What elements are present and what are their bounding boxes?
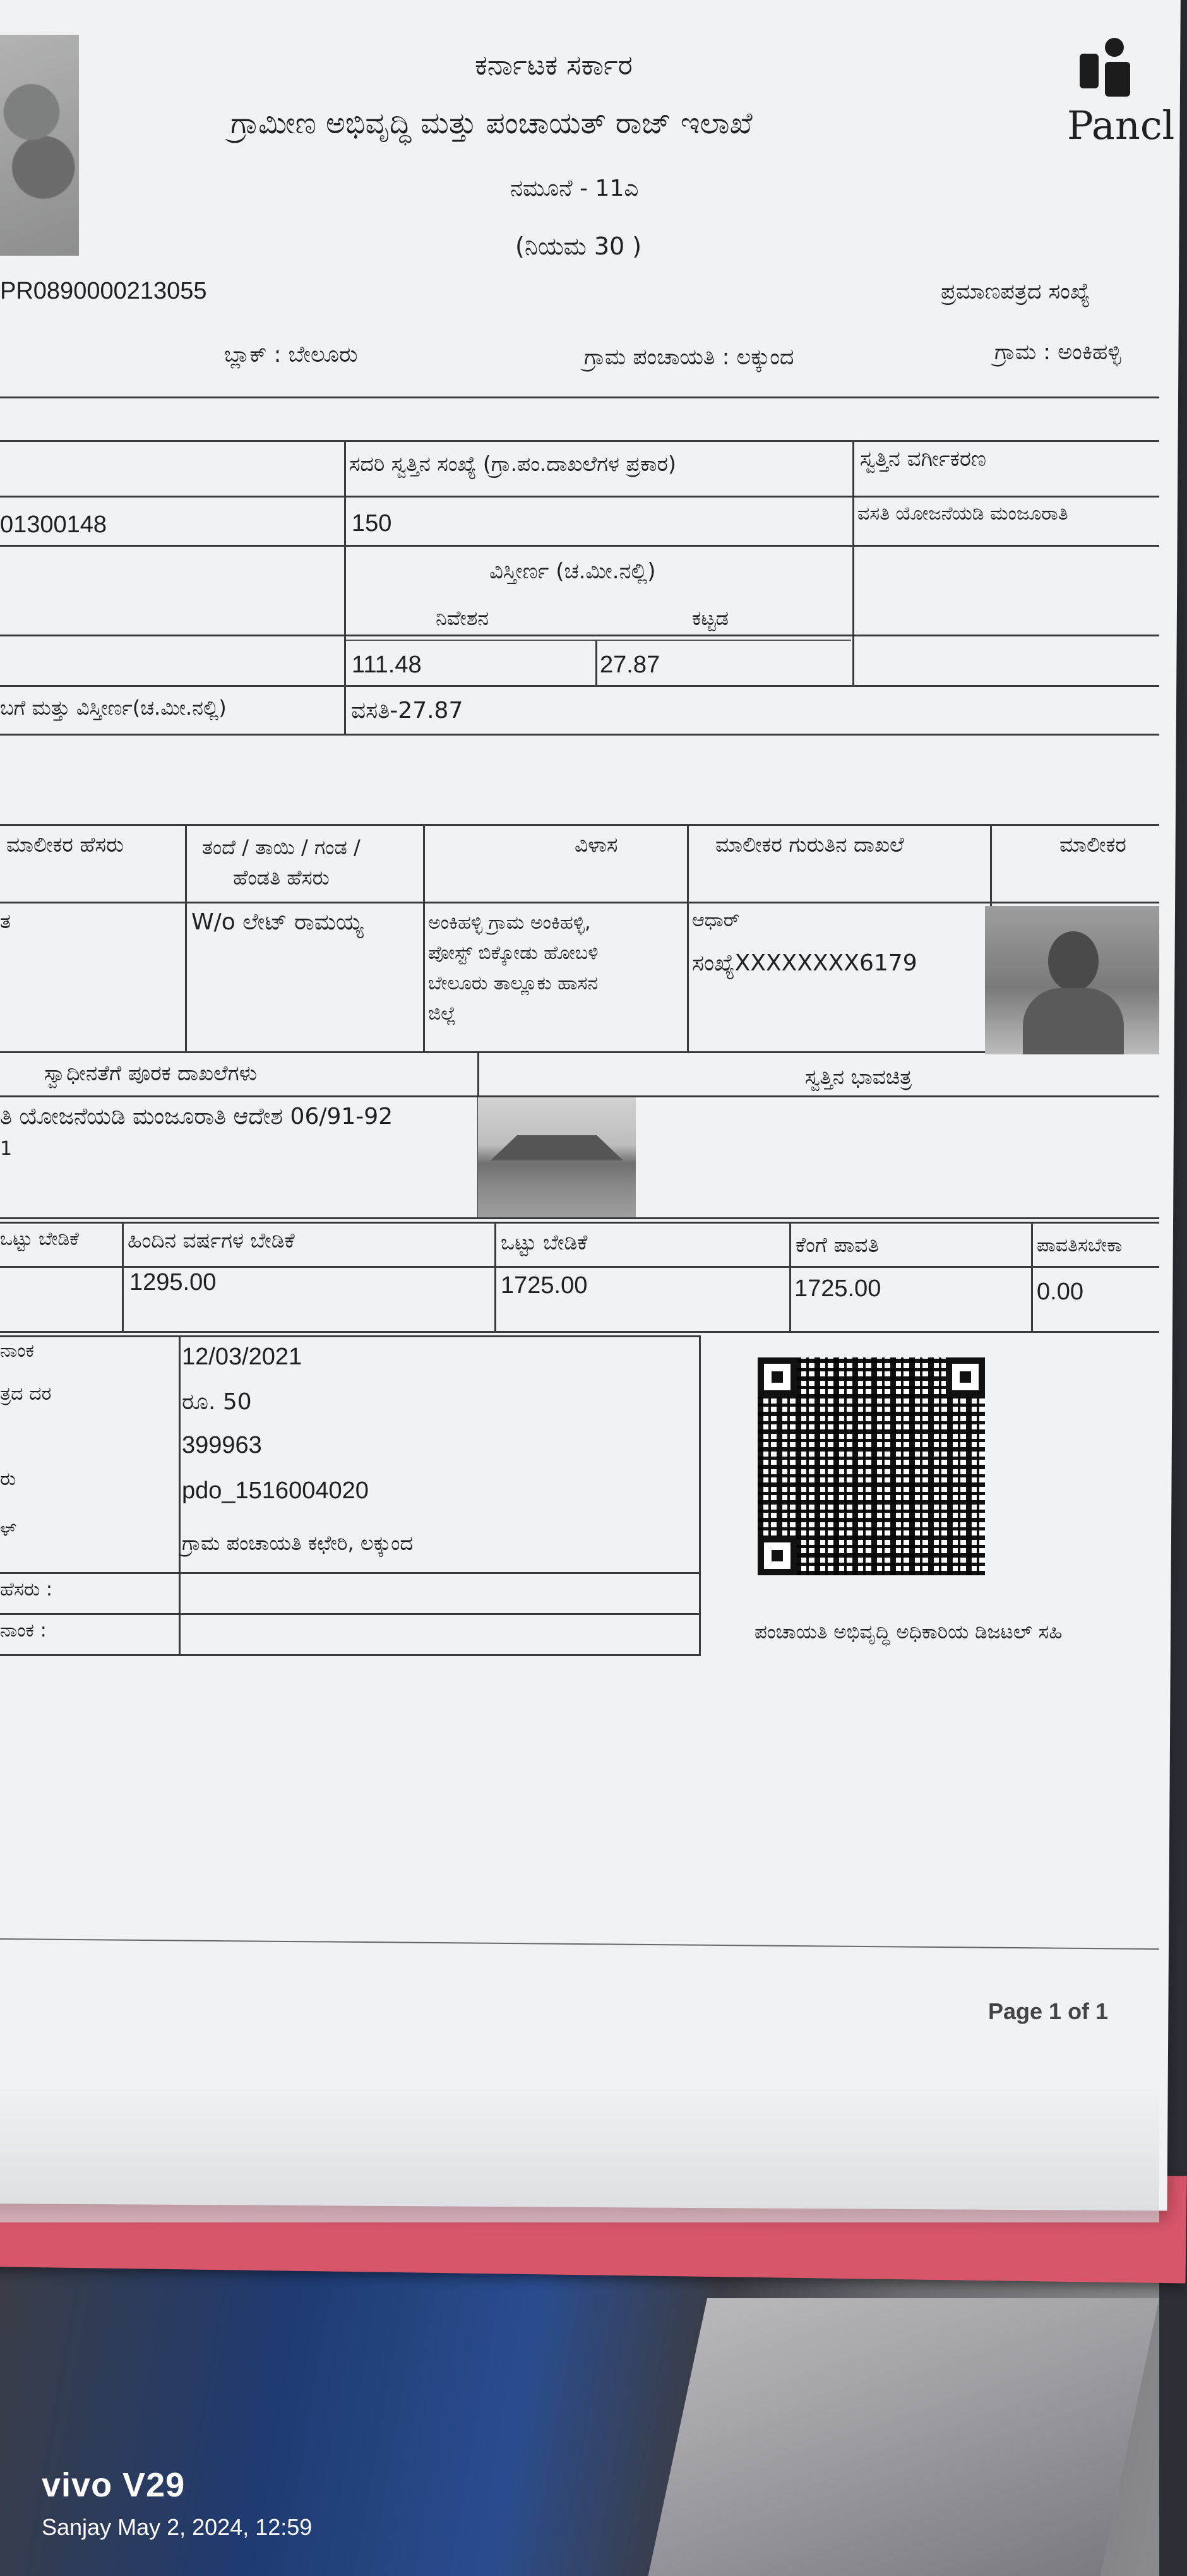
balance-value: 0.00 [1037,1279,1083,1305]
plot-area-value: 111.48 [352,652,422,678]
divider [852,440,854,686]
possession-docs-value-2: 1 [0,1138,13,1160]
divider [0,1572,701,1574]
parent-name-value: W/o ಲೇಟ್ ರಾಮಯ್ಯ [191,909,364,935]
divider [0,545,1159,547]
logo-bar-icon [1105,62,1130,97]
office-value: ಗ್ರಾಮ ಪಂಚಾಯತಿ ಕಛೇರಿ, ಲಕ್ಕುಂದ [182,1531,414,1555]
logo-text: Pancl [1067,102,1175,148]
previous-years-demand-value: 1295.00 [129,1269,217,1296]
divider [185,824,187,1052]
divider [423,824,425,1052]
id-type-value: ಆಧಾರ್ [692,909,740,931]
user-label: ರು [0,1468,16,1490]
divider [179,1335,181,1656]
balance-header: ಪಾವತಿಸಬೇಕಾ [1037,1234,1123,1256]
face-shape [1048,931,1099,991]
department-title: ಗ್ರಾಮೀಣ ಅಭಿವೃದ್ಧಿ ಮತ್ತು ಪಂಚಾಯತ್ ರಾಜ್ ಇಲಾಖೆ [230,106,753,141]
owner-photo-header: ಮಾಲೀಕರ [1059,832,1126,857]
divider [0,824,1159,826]
fee-value: ರೂ. 50 [182,1389,252,1415]
logo-dot-icon [1105,38,1124,57]
village-label: ಗ್ರಾಮ : ಅಂಕಿಹಳ್ಳಿ [994,340,1121,365]
karnataka-emblem-icon [0,35,79,256]
building-area-value: 27.87 [600,652,660,678]
document-id: PR0890000213055 [0,278,207,304]
divider [0,440,1159,442]
divider [0,685,1159,687]
paid-header: ಕೆಂಗೆ ಪಾವತಿ [796,1232,879,1257]
issue-date-label: ನಾಂಕ [0,1340,35,1362]
qr-finder-icon [758,1536,797,1575]
owner-address-value: ಅಂಕಿಹಳ್ಳಿ ಗ್ರಾಮ ಅಂಕಿಹಳ್ಳಿ, ಪೋಸ್ಟ್ ಬಿಕ್ಕೋಡು ಹೋಬಳಿ ಬೇಲೂರು ತಾಲ್ಲೂಕು ಹಾಸನ ಜಿಲ್ಲೆ [428,912,599,1025]
owner-name-header: ಮಾಲೀಕರ ಹೆಸರು [6,832,124,857]
divider [1031,1222,1033,1332]
property-photo-label: ಸ್ವತ್ತಿನ ಭಾವಚಿತ್ರ [805,1064,912,1089]
divider [494,1222,496,1332]
office-label: ಳ್ [0,1518,17,1541]
divider [0,635,1159,636]
divider [0,902,1159,903]
qr-code-icon [758,1357,985,1575]
name-label: ಹೆಸರು : [0,1578,52,1601]
divider [0,1613,701,1615]
rule-number: (ನಿಯಮ 30 ) [515,232,642,260]
divider [0,1331,1159,1333]
divider [0,496,1159,498]
page-number: Page 1 of 1 [988,1998,1109,2024]
possession-docs-value: ತಿ ಯೋಜನೆಯಡಿ ಮಂಜೂರಾತಿ ಆದೇಶ 06/91-92 [0,1104,393,1130]
property-number-label: ಸದರಿ ಸ್ವತ್ತಿನ ಸಂಖ್ಯೆ (ಗ್ರಾ.ಪಂ.ದಾಖಲೆಗಳ ಪ್ರಕಾರ) [349,451,676,476]
certificate-number-label: ಪ್ರಮಾಣಪತ್ರದ ಸಂಖ್ಯೆ [941,279,1090,304]
divider [595,640,597,687]
fee-label: ತ್ರದ ದರ [0,1383,52,1405]
divider [344,440,346,736]
area-label: ವಿಸ್ತೀರ್ಣ (ಚ.ಮೀ.ನಲ್ಲಿ) [489,559,656,584]
camera-timestamp-watermark: Sanjay May 2, 2024, 12:59 [42,2514,313,2540]
divider [122,1222,124,1332]
logo-mark-icon [1080,54,1099,88]
cloth-background [648,2298,1159,2576]
type-area-value: ವಸತಿ-27.87 [351,698,463,724]
house-roof-shape [491,1135,623,1160]
body-shape [1023,988,1124,1054]
paper-shade [0,2084,1159,2222]
divider [0,1222,1159,1224]
date2-label: ನಾಂಕ : [0,1619,47,1642]
panchayat-logo [1067,38,1175,148]
type-area-label: ಬಗೆ ಮತ್ತು ವಿಸ್ತೀರ್ಣ(ಚ.ಮೀ.ನಲ್ಲಿ) [0,696,227,720]
divider [0,734,1159,736]
divider [0,1217,1159,1219]
gram-panchayat-label: ಗ್ರಾಮ ಪಂಚಾಯತಿ : ಲಕ್ಕುಂದ [584,345,794,370]
plot-label: ನಿವೇಶನ [436,606,489,630]
aadhaar-number-value: ಸಂಖ್ಯೆXXXXXXXX6179 [692,950,917,976]
owner-name-value: ತ [0,909,11,933]
issue-date-value: 12/03/2021 [182,1344,302,1370]
qr-finder-icon [758,1357,797,1397]
previous-years-demand-header: ಹಿಂದಿನ ವರ್ಷಗಳ ಬೇಡಿಕೆ [128,1228,295,1253]
gov-title: ಕರ್ನಾಟಕ ಸರ್ಕಾರ [475,49,633,81]
possession-docs-label: ಸ್ವಾಧೀನತೆಗೆ ಪೂರಕ ದಾಖಲೆಗಳು [44,1061,258,1085]
divider [687,824,689,1052]
user-value: pdo_1516004020 [182,1477,369,1504]
divider [346,640,851,641]
divider [0,1654,701,1656]
divider [789,1222,791,1332]
property-id: 01300148 [0,511,107,538]
form-number: ನಮೂನೆ - 11ಎ [510,176,639,201]
paid-value: 1725.00 [794,1275,881,1302]
divider [699,1335,701,1656]
divider [0,397,1159,398]
total-demand-short-header: ಒಟ್ಟು ಬೇಡಿಕೆ [0,1228,79,1250]
total-demand-header: ಒಟ್ಟು ಬೇಡಿಕೆ [501,1230,588,1255]
property-number-value: 150 [352,510,392,537]
taluk-label: ಬ್ಲಾಕ್ : ಬೇಲೂರು [224,342,358,367]
owner-photo [985,906,1159,1054]
classification-value: ವಸತಿ ಯೋಜನೆಯಡಿ ಮಂಜೂರಾತಿ [857,503,1068,525]
classification-label: ಸ್ವತ್ತಿನ ವರ್ಗೀಕರಣ [860,446,986,472]
digital-signature-caption: ಪಂಚಾಯತಿ ಅಭಿವೃದ್ಧಿ ಅಧಿಕಾರಿಯ ಡಿಜಟಲ್ ಸಹಿ [755,1621,1063,1643]
address-header: ವಿಳಾಸ [575,832,618,857]
total-demand-value: 1725.00 [501,1272,588,1299]
divider [0,1335,701,1337]
property-photo [478,1097,636,1217]
camera-brand-watermark: vivo V29 [42,2466,186,2504]
parent-name-header: ತಂದೆ / ತಾಯಿ / ಗಂಡ / ಹೆಂಡತಿ ಹೆಸರು [202,835,361,890]
owner-id-header: ಮಾಲೀಕರ ಗುರುತಿನ ದಾಖಲೆ [715,832,904,857]
qr-finder-icon [946,1357,985,1397]
building-label: ಕಟ್ಟಡ [692,606,729,630]
receipt-value: 399963 [182,1432,262,1458]
divider [0,1266,1159,1268]
